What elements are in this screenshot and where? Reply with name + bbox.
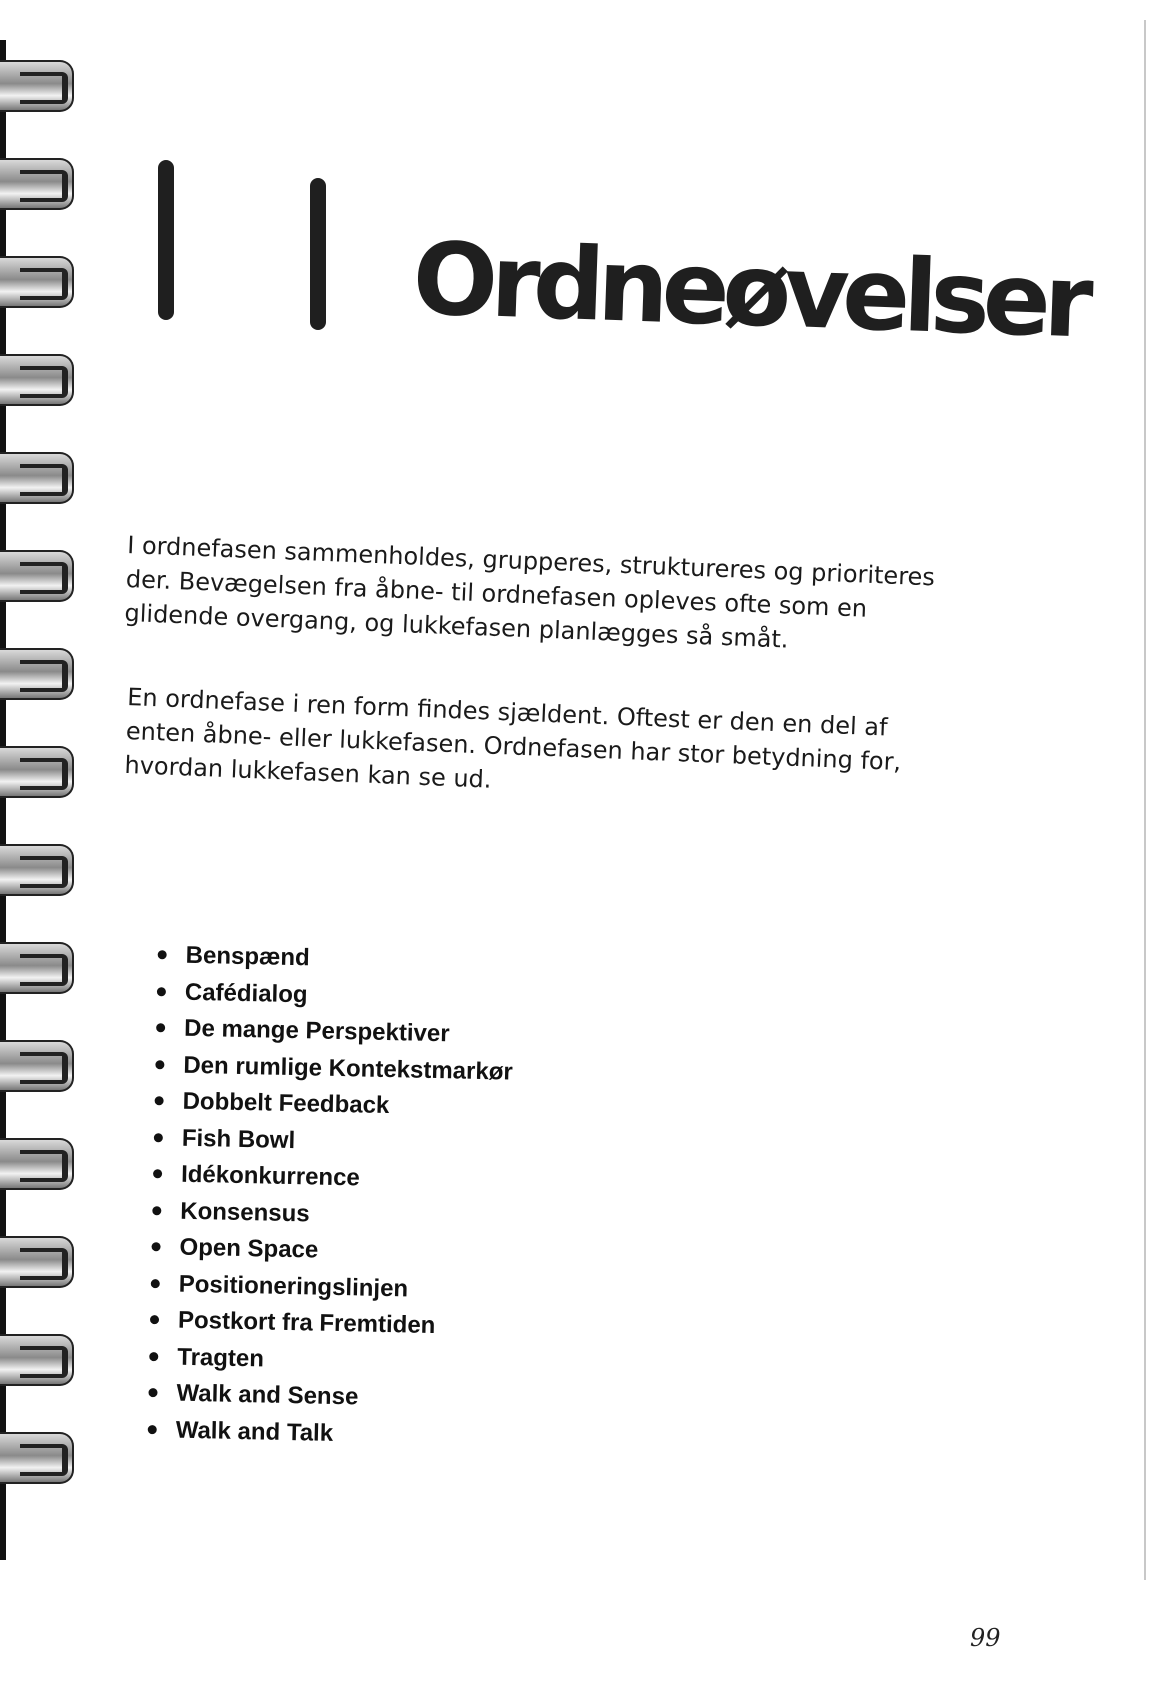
bullet-icon — [157, 987, 166, 996]
binding-coil — [0, 550, 74, 602]
binding-coil — [0, 1334, 74, 1386]
list-item-label: Walk and Talk — [175, 1416, 334, 1447]
list-item-label: Idékonkurrence — [180, 1160, 361, 1192]
list-item-label: Walk and Sense — [176, 1379, 359, 1411]
bullet-icon — [158, 950, 167, 959]
second-paragraph: En ordnefase i ren form findes sjældent. Oftest er den en del af enten åbne- eller lukkefasen. Ordnefasen har stor betydning for, hvordan lukkefasen kan se ud. — [124, 682, 902, 794]
bullet-icon — [153, 1169, 162, 1178]
bullet-icon — [148, 1388, 157, 1397]
binding-coil — [0, 1138, 74, 1190]
bullet-icon — [150, 1315, 159, 1324]
binding-coil — [0, 1040, 74, 1092]
binding-coil — [0, 1432, 74, 1484]
list-item-label: Den rumlige Kontekstmarkør — [183, 1051, 514, 1086]
bullet-icon — [156, 1023, 165, 1032]
bullet-icon — [154, 1133, 163, 1142]
list-item-label: Cafédialog — [184, 978, 308, 1008]
list-item-label: Tragten — [176, 1343, 265, 1372]
page-edge — [1144, 20, 1146, 1580]
exercise-list — [139, 940, 515, 1459]
bullet-icon — [155, 1060, 164, 1069]
list-item-label: Dobbelt Feedback — [182, 1087, 390, 1120]
binding-coil — [0, 1236, 74, 1288]
binding-coil — [0, 60, 74, 112]
list-item-label: Postkort fra Fremtiden — [177, 1306, 436, 1340]
header-mark — [310, 178, 326, 330]
bullet-icon — [155, 1096, 164, 1105]
list-item-label: Positioneringslinjen — [178, 1270, 409, 1302]
header-mark — [158, 160, 174, 320]
binding-coil — [0, 648, 74, 700]
bullet-icon — [152, 1206, 161, 1215]
bullet-icon — [148, 1425, 157, 1434]
spiral-binding — [0, 40, 90, 1560]
binding-coil — [0, 844, 74, 896]
page-title: Ordneøvelser — [410, 220, 1089, 361]
bullet-icon — [149, 1352, 158, 1361]
intro-paragraph: I ordnefasen sammenholdes, grupperes, struktureres og prioriteres der. Bevægelsen fra åbne- til ordnefasen opleves ofte som en glidende overgang, og lukkefasen planlægges så småt. — [124, 530, 936, 654]
binding-coil — [0, 942, 74, 994]
bullet-icon — [151, 1279, 160, 1288]
bullet-icon — [151, 1242, 160, 1251]
list-item-label: Fish Bowl — [181, 1124, 296, 1154]
list-item-label: De mange Perspektiver — [183, 1014, 450, 1048]
list-item-label: Open Space — [179, 1233, 319, 1264]
binding-coil — [0, 256, 74, 308]
binding-coil — [0, 158, 74, 210]
binding-coil — [0, 354, 74, 406]
list-item-label: Konsensus — [180, 1197, 310, 1227]
binding-coil — [0, 746, 74, 798]
page-number: 99 — [970, 1624, 1001, 1652]
list-item-label: Benspænd — [185, 941, 310, 972]
binding-coil — [0, 452, 74, 504]
list-item — [139, 1414, 505, 1458]
